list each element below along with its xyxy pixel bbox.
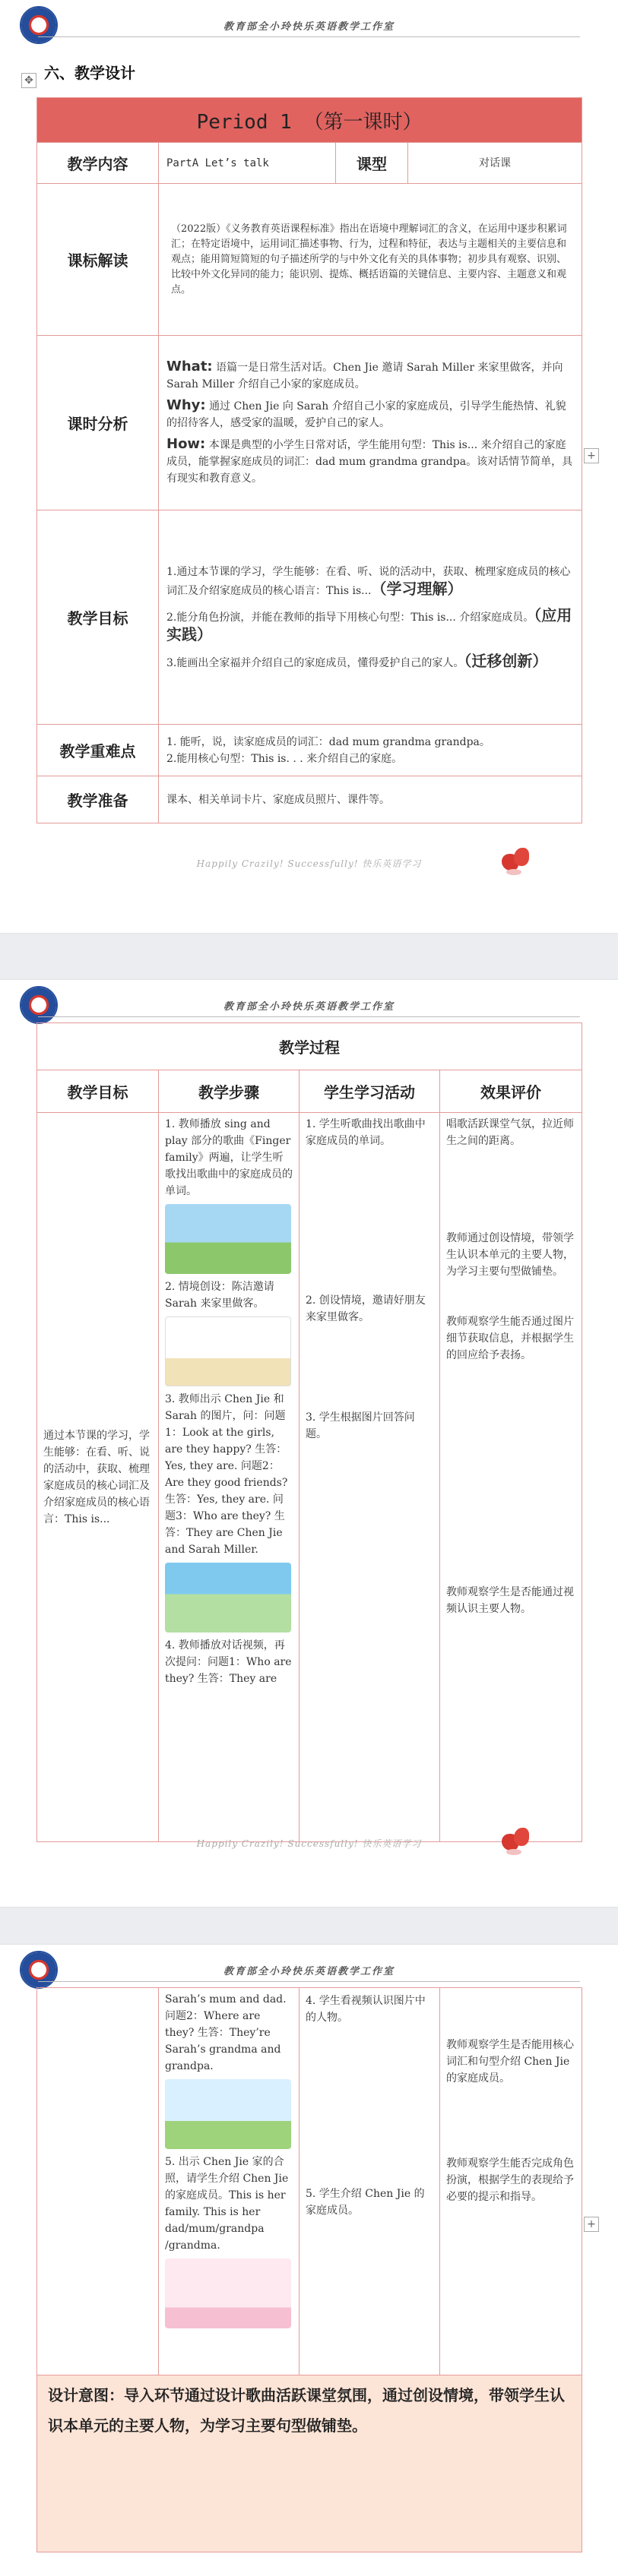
eval-5: 教师观察学生是否能用核心词汇和句型介绍 Chen Jie 的家庭成员。: [446, 2039, 574, 2085]
step-2: 2. 情境创设：陈洁邀请 Sarah 来家里做客。: [165, 1281, 274, 1310]
process-title: 教学过程: [37, 1023, 582, 1070]
eval-2: 教师通过创设情境，带领学生认识本单元的主要人物，为学习主要句型做铺垫。: [446, 1232, 574, 1278]
key-1: 1. 能听，说，读家庭成员的词汇：dad mum grandma grandpa。: [166, 735, 490, 748]
activity-cell: [299, 1113, 440, 1842]
key-label: 教学重难点: [37, 725, 159, 776]
friends-picture: [165, 1563, 291, 1633]
activity-4: 4. 学生看视频认识图片中的人物。: [306, 1995, 426, 2024]
header-divider: [38, 1981, 580, 1982]
activity-cell-cont: [299, 1988, 440, 2375]
what-label: What:: [166, 359, 213, 375]
col-activity: 学生学习活动: [299, 1070, 440, 1113]
prep-text: 课本、相关单词卡片、家庭成员照片、课件等。: [159, 776, 582, 823]
header-divider: [38, 1016, 580, 1017]
eval-cell-cont: [440, 1988, 582, 2375]
page-3: [0, 1945, 618, 2576]
lesson-plan-table: [36, 97, 582, 823]
period-title: Period 1 （第一课时）: [37, 98, 582, 143]
type-label: 课型: [336, 143, 408, 184]
footer-slogan: Happily Crazily! Successfully! 快乐英语学习: [196, 1838, 422, 1849]
flag-icon: [502, 1828, 532, 1858]
standard-label: 课标解读: [37, 184, 159, 336]
content-label: 教学内容: [37, 143, 159, 184]
analysis-label: 课时分析: [37, 336, 159, 510]
design-intent: 设计意图：导入环节通过设计歌曲活跃课堂氛围，通过创设情境，带领学生认识本单元的主要人物，为学习主要句型做铺垫。: [37, 2375, 582, 2552]
goal-cell: [159, 510, 582, 725]
goal-3-tag: （迁移创新）: [464, 651, 548, 670]
header-org: 教育部全小玲快乐英语教学工作室: [223, 21, 395, 33]
video-picture: [165, 2079, 291, 2149]
goal-3: 3.能画出全家福并介绍自己的家庭成员，懂得爱护自己的家人。: [166, 656, 464, 669]
move-handle-icon[interactable]: ✥: [21, 73, 36, 88]
invitation-picture: [165, 1316, 291, 1386]
activity-5: 5. 学生介绍 Chen Jie 的家庭成员。: [306, 2188, 425, 2217]
goal-label: 教学目标: [37, 510, 159, 725]
page-footer: [0, 843, 618, 889]
steps-cell: [159, 1113, 299, 1842]
content-value: PartA Let’s talk: [159, 143, 336, 184]
prep-label: 教学准备: [37, 776, 159, 823]
add-row-button[interactable]: +: [584, 448, 599, 463]
process-table: [36, 1022, 582, 1842]
page-header: [0, 0, 618, 53]
footer-slogan: Happily Crazily! Successfully! 快乐英语学习: [196, 858, 422, 869]
how-text: 本课是典型的小学生日常对话，学生能用句型：This is... 来介绍自己的家庭成员，能掌握家庭成员的词汇：dad mum grandma grandpa。该对话情节简单，具有现实和教育意义。: [166, 439, 573, 485]
goal-2-tag: （应用实践）: [166, 605, 572, 643]
header-divider: [38, 36, 580, 37]
step-4a: 4. 教师播放对话视频，再次提问：问题1：Who are they? 生答：They are: [165, 1639, 292, 1685]
header-org: 教育部全小玲快乐英语教学工作室: [223, 1966, 395, 1977]
col-steps: 教学步骤: [159, 1070, 299, 1113]
activity-3: 3. 学生根据图片回答问题。: [306, 1411, 415, 1440]
why-text: 通过 Chen Jie 向 Sarah 介绍自己小家的家庭成员，引导学生能热情、礼貌的招待客人，感受家的温暖，爱护自己的家人。: [166, 400, 566, 429]
eval-1: 唱歌活跃课堂气氛，拉近师生之间的距离。: [446, 1118, 574, 1147]
process-goal-cont: [37, 1988, 159, 2375]
page-1: [0, 0, 618, 933]
goal-1-tag: （学习理解）: [371, 579, 463, 598]
eval-cell: [440, 1113, 582, 1842]
key-2: 2.能用核心句型：This is. . . 来介绍自己的家庭。: [166, 752, 403, 765]
section-title: 六、教学设计: [44, 64, 135, 82]
col-eval: 效果评价: [440, 1070, 582, 1113]
step-4b: Sarah’s mum and dad. 问题2：Where are they? 生答：They’re Sarah’s grandma and grandpa.: [165, 1993, 287, 2072]
goal-1: 1.通过本节课的学习，学生能够：在看、听、说的活动中，获取、梳理家庭成员的核心词汇及介绍家庭成员的核心语言：This is...: [166, 565, 571, 597]
why-label: Why:: [166, 397, 206, 413]
eval-6: 教师观察学生能否完成角色扮演，根据学生的表现给予必要的提示和指导。: [446, 2157, 574, 2203]
page-footer: [0, 1823, 618, 1869]
process-goal: 通过本节课的学习，学生能够：在看、听、说的活动中，获取、梳理家庭成员的核心词汇及介绍家庭成员的核心语言：This is...: [37, 1113, 159, 1842]
eval-4: 教师观察学生是否能通过视频认识主要人物。: [446, 1586, 574, 1615]
add-row-button[interactable]: +: [584, 2217, 599, 2232]
goal-2: 2.能分角色扮演，并能在教师的指导下用核心句型：This is... 介绍家庭成员。: [166, 611, 534, 624]
step-1: 1. 教师播放 sing and play 部分的歌曲《Finger family》两遍，让学生听歌找出歌曲中的家庭成员的单词。: [165, 1118, 293, 1197]
family-picture: [165, 2258, 291, 2328]
activity-1: 1. 学生听歌曲找出歌曲中家庭成员的单词。: [306, 1118, 426, 1147]
flag-icon: [502, 848, 532, 878]
process-table-cont: [36, 1987, 582, 2552]
page-2: [0, 980, 618, 1907]
song-picture: [165, 1204, 291, 1274]
step-5: 5. 出示 Chen Jie 家的合照，请学生介绍 Chen Jie 的家庭成员。This is her family. This is her dad/mum/grandpa /grandma.: [165, 2156, 289, 2252]
standard-text: （2022版）《义务教育英语课程标准》指出在语境中理解词汇的含义，在运用中逐步积累词汇；在特定语境中，运用词汇描述事物、行为，过程和特征，表达与主题相关的主要信息和观点；能用简短简短的句子描述所学的与中外文化有关的具体事物；初步具有观察、识别、比较中外文化异同的能力；能识别、提炼、概括语篇的关键信息、主要内容、主题意义和观点。: [159, 184, 582, 336]
header-org: 教育部全小玲快乐英语教学工作室: [223, 1001, 395, 1013]
col-goal: 教学目标: [37, 1070, 159, 1113]
step-3: 3. 教师出示 Chen Jie 和 Sarah 的图片，问：问题1：Look at the girls, are they happy? 生答：Yes, they are. 问题2：Are they good friends? 生答：Yes, they are. 问题3：Who are they? 生答：They are Chen Jie and Sarah Miller.: [165, 1393, 288, 1556]
analysis-cell: [159, 336, 582, 510]
how-label: How:: [166, 436, 206, 452]
activity-2: 2. 创设情境，邀请好朋友来家里做客。: [306, 1294, 426, 1323]
what-text: 语篇一是日常生活对话。Chen Jie 邀请 Sarah Miller 来家里做客，并向 Sarah Miller 介绍自己小家的家庭成员。: [166, 362, 563, 390]
type-value: 对话课: [408, 143, 582, 184]
eval-3: 教师观察学生能否通过图片细节获取信息，并根据学生的回应给予表扬。: [446, 1316, 574, 1361]
steps-cell-cont: [159, 1988, 299, 2375]
key-cell: [159, 725, 582, 776]
